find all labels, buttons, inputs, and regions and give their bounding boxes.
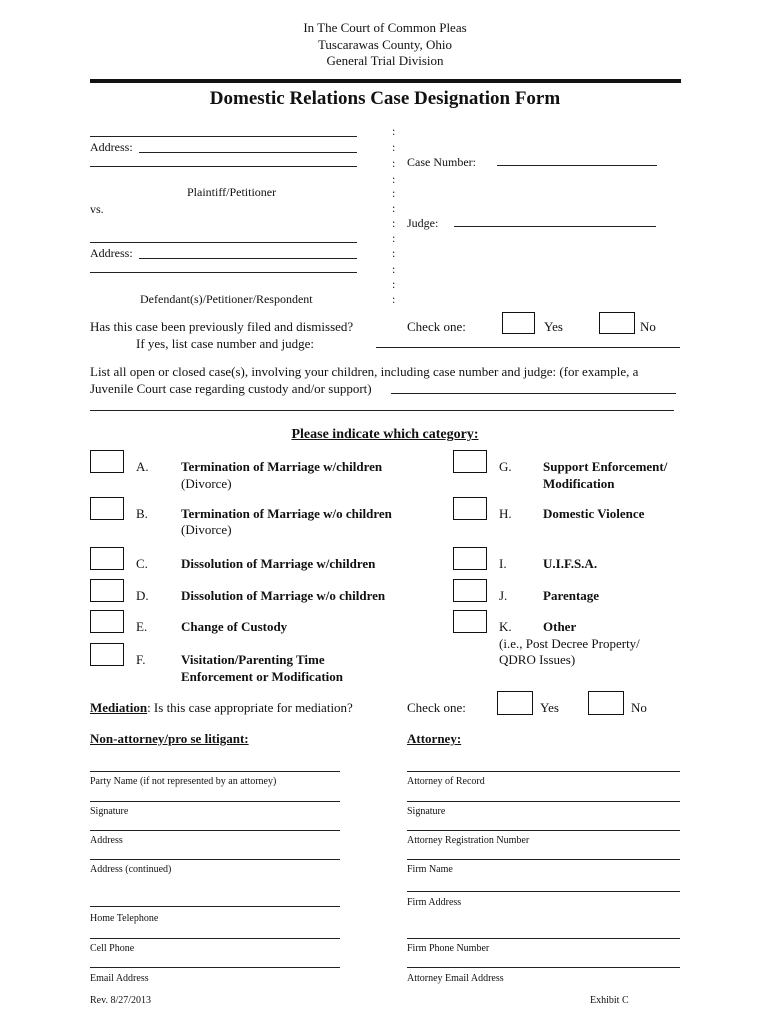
prior-filing-followup: If yes, list case number and judge: bbox=[136, 336, 314, 351]
caption-colon: : bbox=[392, 216, 396, 230]
plaintiff-label: Plaintiff/Petitioner bbox=[187, 185, 277, 199]
attorney-registration-label: Attorney Registration Number bbox=[407, 835, 530, 846]
prior-yes-label: Yes bbox=[544, 319, 563, 334]
prior-filing-question: Has this case been previously filed and dismissed? bbox=[90, 319, 354, 334]
category-letter: A. bbox=[136, 459, 149, 474]
court-name: In The Court of Common Pleas bbox=[303, 20, 467, 35]
header-rule bbox=[90, 79, 681, 83]
home-telephone-label: Home Telephone bbox=[90, 913, 159, 924]
plaintiff-name-line[interactable] bbox=[90, 136, 357, 137]
category-title: Dissolution of Marriage w/children bbox=[181, 556, 376, 571]
attorney-of-record-field[interactable] bbox=[407, 771, 680, 772]
open-cases-field-2[interactable] bbox=[90, 410, 674, 411]
caption-colon: : bbox=[392, 262, 396, 276]
category-title: Termination of Marriage w/children bbox=[181, 459, 383, 474]
category-letter: D. bbox=[136, 588, 149, 603]
cell-phone-label: Cell Phone bbox=[90, 943, 135, 954]
category-letter: J. bbox=[499, 588, 508, 603]
category-subtitle: (Divorce) bbox=[181, 476, 232, 491]
mediation-check-one-label: Check one: bbox=[407, 700, 466, 715]
open-cases-field[interactable] bbox=[391, 393, 676, 394]
attorney-signature-field[interactable] bbox=[407, 801, 680, 802]
party-signature-field[interactable] bbox=[90, 801, 340, 802]
revision-date: Rev. 8/27/2013 bbox=[90, 995, 152, 1006]
category-title: Dissolution of Marriage w/o children bbox=[181, 588, 386, 603]
defendant-name-line[interactable] bbox=[90, 242, 357, 243]
prior-no-label: No bbox=[640, 319, 656, 334]
category-a-checkbox[interactable] bbox=[90, 450, 124, 473]
party-signature-label: Signature bbox=[90, 806, 129, 817]
plaintiff-address-line[interactable] bbox=[139, 152, 357, 153]
plaintiff-address-line-2[interactable] bbox=[90, 166, 357, 167]
defendant-label: Defendant(s)/Petitioner/Respondent bbox=[140, 292, 313, 306]
firm-name-field[interactable] bbox=[407, 859, 680, 860]
category-subtitle: (i.e., Post Decree Property/ bbox=[499, 636, 640, 651]
category-h-checkbox[interactable] bbox=[453, 497, 487, 520]
judge-field[interactable] bbox=[454, 226, 656, 227]
mediation-question bbox=[90, 700, 353, 716]
judge-label: Judge: bbox=[407, 216, 439, 230]
caption-colon: : bbox=[392, 156, 396, 170]
defendant-address-line-2[interactable] bbox=[90, 272, 357, 273]
category-title: Visitation/Parenting Time bbox=[181, 652, 325, 667]
mediation-yes-label: Yes bbox=[540, 700, 559, 715]
caption-colon: : bbox=[392, 292, 396, 306]
category-letter: B. bbox=[136, 506, 148, 521]
category-e-checkbox[interactable] bbox=[90, 610, 124, 633]
vs-label: vs. bbox=[90, 202, 104, 216]
firm-phone-field[interactable] bbox=[407, 938, 680, 939]
category-g-checkbox[interactable] bbox=[453, 450, 487, 473]
party-name-field[interactable] bbox=[90, 771, 340, 772]
firm-name-label: Firm Name bbox=[407, 864, 453, 875]
pro-se-heading: Non-attorney/pro se litigant: bbox=[90, 731, 249, 746]
home-telephone-field[interactable] bbox=[90, 906, 340, 907]
category-letter: E. bbox=[136, 619, 148, 634]
category-title: Support Enforcement/ bbox=[543, 459, 668, 474]
open-cases-text-2: Juvenile Court case regarding custody and/or support) bbox=[90, 381, 372, 396]
category-heading: Please indicate which category: bbox=[291, 427, 479, 442]
form-title: Domestic Relations Case Designation Form bbox=[209, 88, 561, 109]
attorney-of-record-label: Attorney of Record bbox=[407, 776, 485, 787]
category-subtitle: (Divorce) bbox=[181, 522, 232, 537]
plaintiff-address-label: Address: bbox=[90, 140, 133, 154]
party-address-continued-label: Address (continued) bbox=[90, 864, 172, 875]
category-title: U.I.F.S.A. bbox=[543, 556, 598, 571]
category-subtitle-2: QDRO Issues) bbox=[499, 652, 576, 667]
caption-colon: : bbox=[392, 140, 396, 154]
mediation-no-label: No bbox=[631, 700, 647, 715]
category-title: Domestic Violence bbox=[543, 506, 645, 521]
category-letter: I. bbox=[499, 556, 507, 571]
prior-no-checkbox[interactable] bbox=[599, 312, 635, 334]
category-title: Termination of Marriage w/o children bbox=[181, 506, 392, 521]
open-cases-text-1: List all open or closed case(s), involving your children, including case number and judge: (for example, a bbox=[90, 364, 639, 379]
category-b-checkbox[interactable] bbox=[90, 497, 124, 520]
caption-colon: : bbox=[392, 277, 396, 291]
attorney-heading: Attorney: bbox=[407, 731, 462, 746]
party-address-label: Address bbox=[90, 835, 123, 846]
category-subtitle: Enforcement or Modification bbox=[181, 669, 343, 684]
mediation-no-checkbox[interactable] bbox=[588, 691, 624, 715]
category-d-checkbox[interactable] bbox=[90, 579, 124, 602]
party-email-field[interactable] bbox=[90, 967, 340, 968]
caption-colon: : bbox=[392, 172, 396, 186]
attorney-email-field[interactable] bbox=[407, 967, 680, 968]
cell-phone-field[interactable] bbox=[90, 938, 340, 939]
caption-colon: : bbox=[392, 231, 396, 245]
party-address-continued-field[interactable] bbox=[90, 859, 340, 860]
caption-colon: : bbox=[392, 186, 396, 200]
category-letter: F. bbox=[136, 652, 146, 667]
prior-yes-checkbox[interactable] bbox=[502, 312, 535, 334]
caption-colon: : bbox=[392, 201, 396, 215]
category-title: Other bbox=[543, 619, 577, 634]
category-letter: C. bbox=[136, 556, 148, 571]
defendant-address-label: Address: bbox=[90, 246, 133, 260]
exhibit-label: Exhibit C bbox=[590, 995, 629, 1006]
party-name-label: Party Name (if not represented by an attorney) bbox=[90, 776, 277, 787]
category-f-checkbox[interactable] bbox=[90, 643, 124, 666]
category-c-checkbox[interactable] bbox=[90, 547, 124, 570]
county-name: Tuscarawas County, Ohio bbox=[317, 37, 453, 52]
defendant-address-line[interactable] bbox=[139, 258, 357, 259]
category-letter: H. bbox=[499, 506, 512, 521]
mediation-question-text: : Is this case appropriate for mediation? bbox=[147, 700, 353, 715]
category-j-checkbox[interactable] bbox=[453, 579, 487, 602]
category-k-checkbox[interactable] bbox=[453, 610, 487, 633]
case-number-field[interactable] bbox=[497, 165, 657, 166]
prior-check-one-label: Check one: bbox=[407, 319, 466, 334]
party-email-label: Email Address bbox=[90, 973, 149, 984]
case-number-label: Case Number: bbox=[407, 155, 476, 169]
caption-colon: : bbox=[392, 124, 396, 138]
firm-address-field[interactable] bbox=[407, 891, 680, 892]
division-name: General Trial Division bbox=[326, 53, 444, 68]
firm-address-label: Firm Address bbox=[407, 897, 462, 908]
category-letter: G. bbox=[499, 459, 512, 474]
attorney-registration-field[interactable] bbox=[407, 830, 680, 831]
mediation-label: Mediation bbox=[90, 700, 148, 715]
category-i-checkbox[interactable] bbox=[453, 547, 487, 570]
mediation-yes-checkbox[interactable] bbox=[497, 691, 533, 715]
prior-case-field[interactable] bbox=[376, 347, 680, 348]
attorney-email-label: Attorney Email Address bbox=[407, 973, 504, 984]
category-subtitle: Modification bbox=[543, 476, 615, 491]
category-title: Parentage bbox=[543, 588, 600, 603]
firm-phone-label: Firm Phone Number bbox=[407, 943, 490, 954]
caption-colon: : bbox=[392, 246, 396, 260]
category-letter: K. bbox=[499, 619, 512, 634]
category-title: Change of Custody bbox=[181, 619, 288, 634]
attorney-signature-label: Signature bbox=[407, 806, 446, 817]
party-address-field[interactable] bbox=[90, 830, 340, 831]
